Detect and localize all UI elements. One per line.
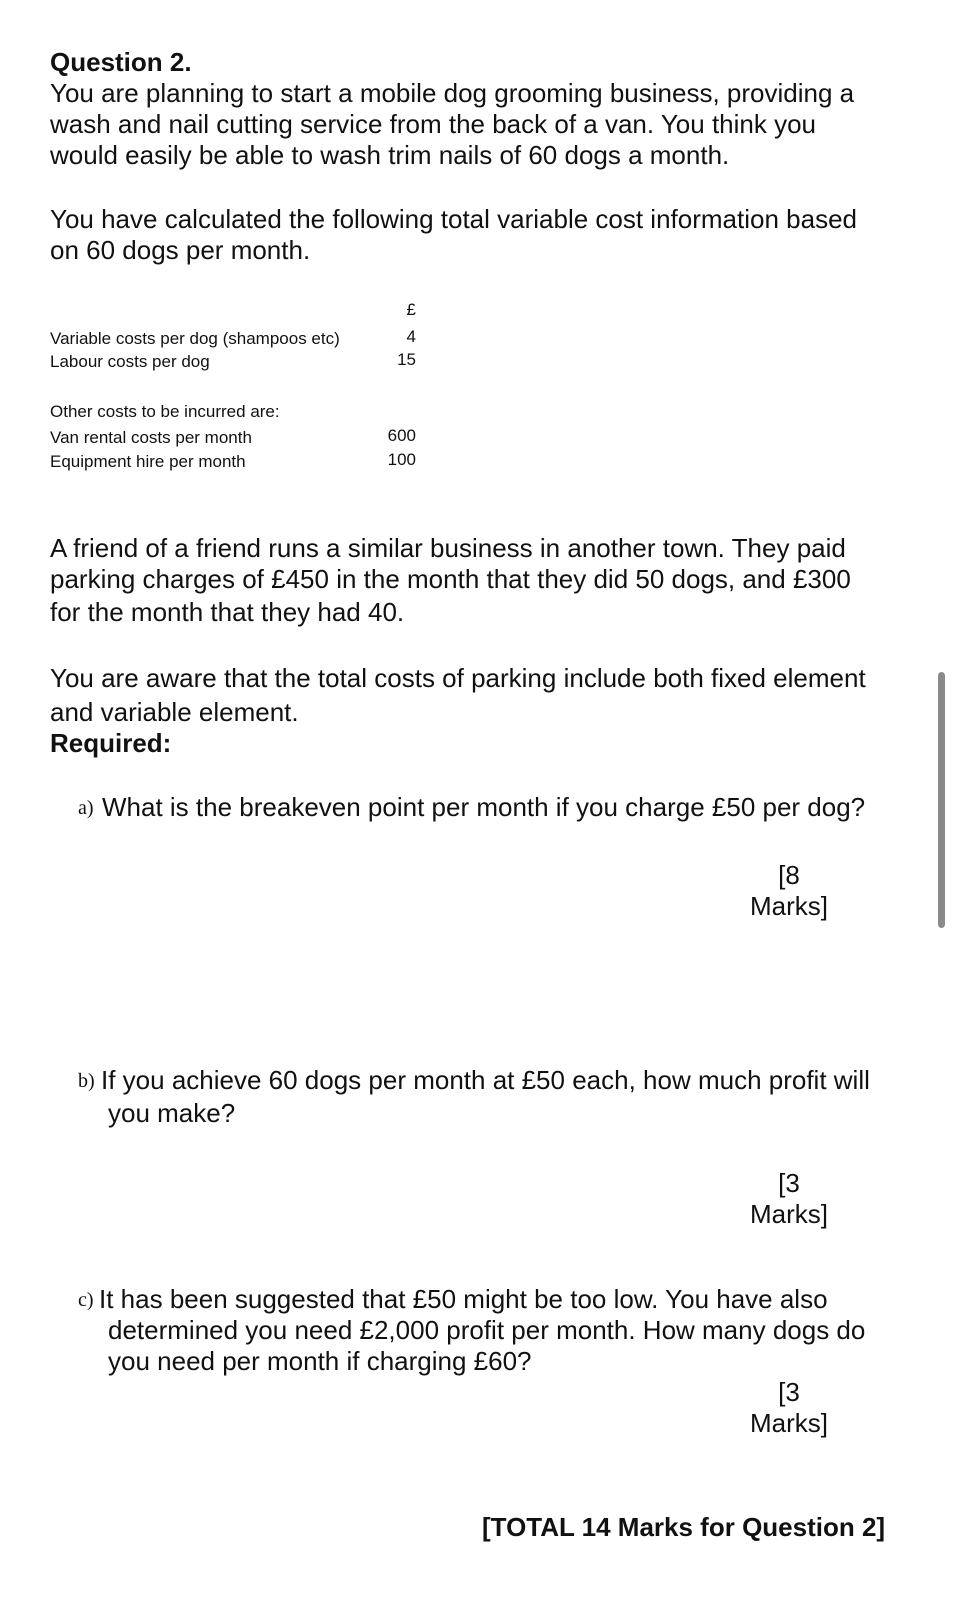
part-c-marks-1: [3 <box>778 1377 800 1407</box>
currency-header: £ <box>406 300 416 319</box>
part-b-line-2: you make? <box>108 1098 236 1128</box>
question-title: Question 2. <box>50 47 192 77</box>
intro-line-3: would easily be able to wash trim nails of 60 dogs a month. <box>50 140 730 170</box>
cost-label-variable: Variable costs per dog (shampoos etc) <box>50 329 340 348</box>
intro-line-1: You are planning to start a mobile dog grooming business, providing a <box>50 78 855 108</box>
part-b-line-1: If you achieve 60 dogs per month at £50 each, how much profit will <box>101 1065 870 1095</box>
cost-value-labour: 15 <box>397 350 416 369</box>
part-c-marker: c) <box>78 1289 94 1311</box>
cost-value-van: 600 <box>387 426 416 445</box>
part-a-marker: a) <box>78 797 94 819</box>
calc-line-2: on 60 dogs per month. <box>50 235 311 265</box>
cost-value-variable: 4 <box>406 327 416 346</box>
part-b-marks-2: Marks] <box>750 1199 828 1229</box>
aware-line-2: and variable element. <box>50 697 299 727</box>
part-c-line-2: determined you need £2,000 profit per month. How many dogs do <box>108 1315 866 1345</box>
friend-line-1: A friend of a friend runs a similar business in another town. They paid <box>50 533 846 563</box>
part-b-marker: b) <box>78 1070 95 1092</box>
intro-line-2: wash and nail cutting service from the back of a van. You think you <box>50 109 817 139</box>
part-a-line-1: What is the breakeven point per month if you charge £50 per dog? <box>102 792 866 822</box>
aware-line-1: You are aware that the total costs of parking include both fixed element <box>50 663 866 693</box>
part-c-marks-2: Marks] <box>750 1408 828 1438</box>
cost-value-equipment: 100 <box>387 450 416 469</box>
cost-label-equipment: Equipment hire per month <box>50 452 246 471</box>
part-a-marks-2: Marks] <box>750 891 828 921</box>
calc-line-1: You have calculated the following total variable cost information based <box>50 204 857 234</box>
part-c-line-1: It has been suggested that £50 might be too low. You have also <box>99 1284 828 1314</box>
friend-line-3: for the month that they had 40. <box>50 597 405 627</box>
cost-label-van: Van rental costs per month <box>50 428 252 447</box>
part-c-line-3: you need per month if charging £60? <box>108 1346 532 1376</box>
cost-label-labour: Labour costs per dog <box>50 352 210 371</box>
total-marks-label: [TOTAL 14 Marks for Question 2] <box>482 1512 886 1542</box>
scrollbar[interactable] <box>938 672 945 928</box>
part-a-marks-1: [8 <box>778 860 800 890</box>
part-b-marks-1: [3 <box>778 1168 800 1198</box>
required-label: Required: <box>50 728 172 758</box>
other-costs-heading: Other costs to be incurred are: <box>50 402 280 421</box>
friend-line-2: parking charges of £450 in the month that they did 50 dogs, and £300 <box>50 564 851 594</box>
